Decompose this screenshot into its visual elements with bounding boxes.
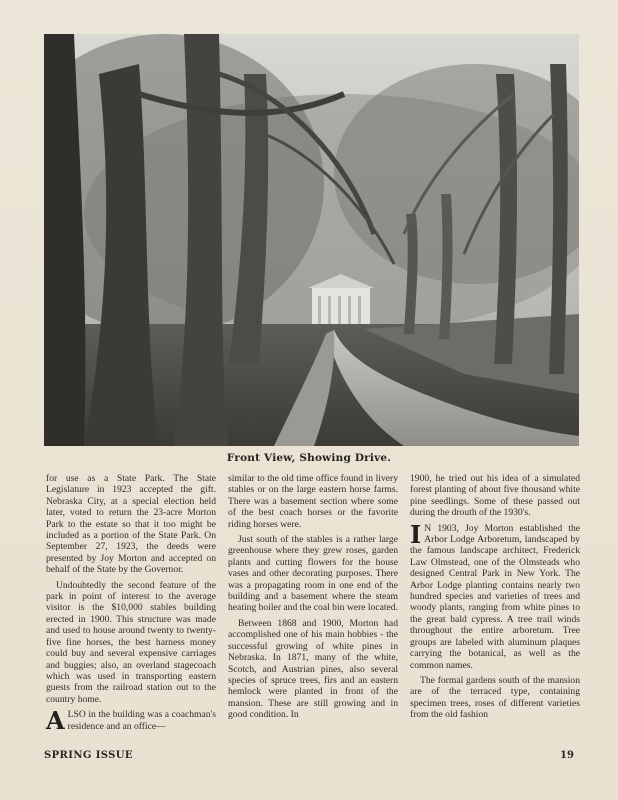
paragraph-dropcap: [46, 706, 216, 736]
paragraph: for use as a State Park. The State Legislature in 1923 accepted the gift. Nebraska City, at a special election held later, voted to return the 23-acre Morton Park to the estate so that it too might be included as a portion of the State Park. On September 27, 1923, the deeds were presented by Joy Morton and accepted on behalf of the State by the Governor.: [46, 473, 216, 576]
paragraph-text: LSO in the building was a coachman's residence and an office—: [67, 709, 216, 732]
drop-cap: A: [46, 706, 65, 736]
paragraph: The formal gardens south of the mansion are of the terraced type, containing specimen trees, roses of different varieties from the old fashion: [410, 674, 580, 721]
paragraph-dropcap: [410, 519, 580, 671]
page-number: 19: [560, 750, 574, 761]
paragraph: Just south of the stables is a rather large greenhouse where they grew roses, garden plants and cutting flowers for the house vases and other decorating purposes. There was a propagating room in one end of the building and a basement where the steam heating boiler and the coal bin were located.: [228, 534, 398, 614]
issue-footer: SPRING ISSUE: [44, 750, 133, 761]
text-column-3: [410, 473, 580, 725]
paragraph-text: N 1903, Joy Morton established the Arbor Lodge Arboretum, landscaped by the famous landscape architect, Frederick Law Olmstead, one of the Olmsteads who designed Central Park in New York. The Arbor Lodge planting contains nearly two hundred species and varieties of trees and woody plants, ranging from white pines to the great bald cypress. A tree trail winds throughout the entire arboretum. Tree groups are labeled with aluminum plaques carrying the botanical, as well as the common names.: [410, 522, 580, 671]
front-view-photograph: [44, 34, 579, 446]
drop-cap: I: [410, 519, 422, 549]
text-column-2: [228, 473, 398, 725]
text-column-1: [46, 473, 216, 736]
paragraph: 1900, he tried out his idea of a simulated forest planting of about five thousand white pine seedlings. Some of these passed out during the drouth of the 1930's.: [410, 473, 580, 519]
paragraph: similar to the old time office found in livery stables or on the large eastern horse farms. There was a basement section where some of the best coach horses or the favorite riding horses were.: [228, 473, 398, 530]
photo-caption: Front View, Showing Drive.: [226, 452, 392, 464]
photo-illustration: [44, 34, 579, 446]
paragraph: Undoubtedly the second feature of the park in point of interest to the average visitor is the $10,000 stables building erected in 1900. This structure was made and used to house around twenty to twenty-five fine horses, the best harness money could buy and several expensive carriages and buggies; also, an overland stagecoach which was used in transporting eastern guests from the railroad station out to the country home.: [46, 579, 216, 705]
paragraph: Between 1868 and 1900, Morton had accomplished one of his main hobbies - the successful growing of white pines in Nebraska. In 1871, many of the white, Scotch, and Austrian pines, also several species of spruce trees, firs and an eastern hemlock were planted in front of the mansion. These are still growing and in good condition. In: [228, 617, 398, 721]
